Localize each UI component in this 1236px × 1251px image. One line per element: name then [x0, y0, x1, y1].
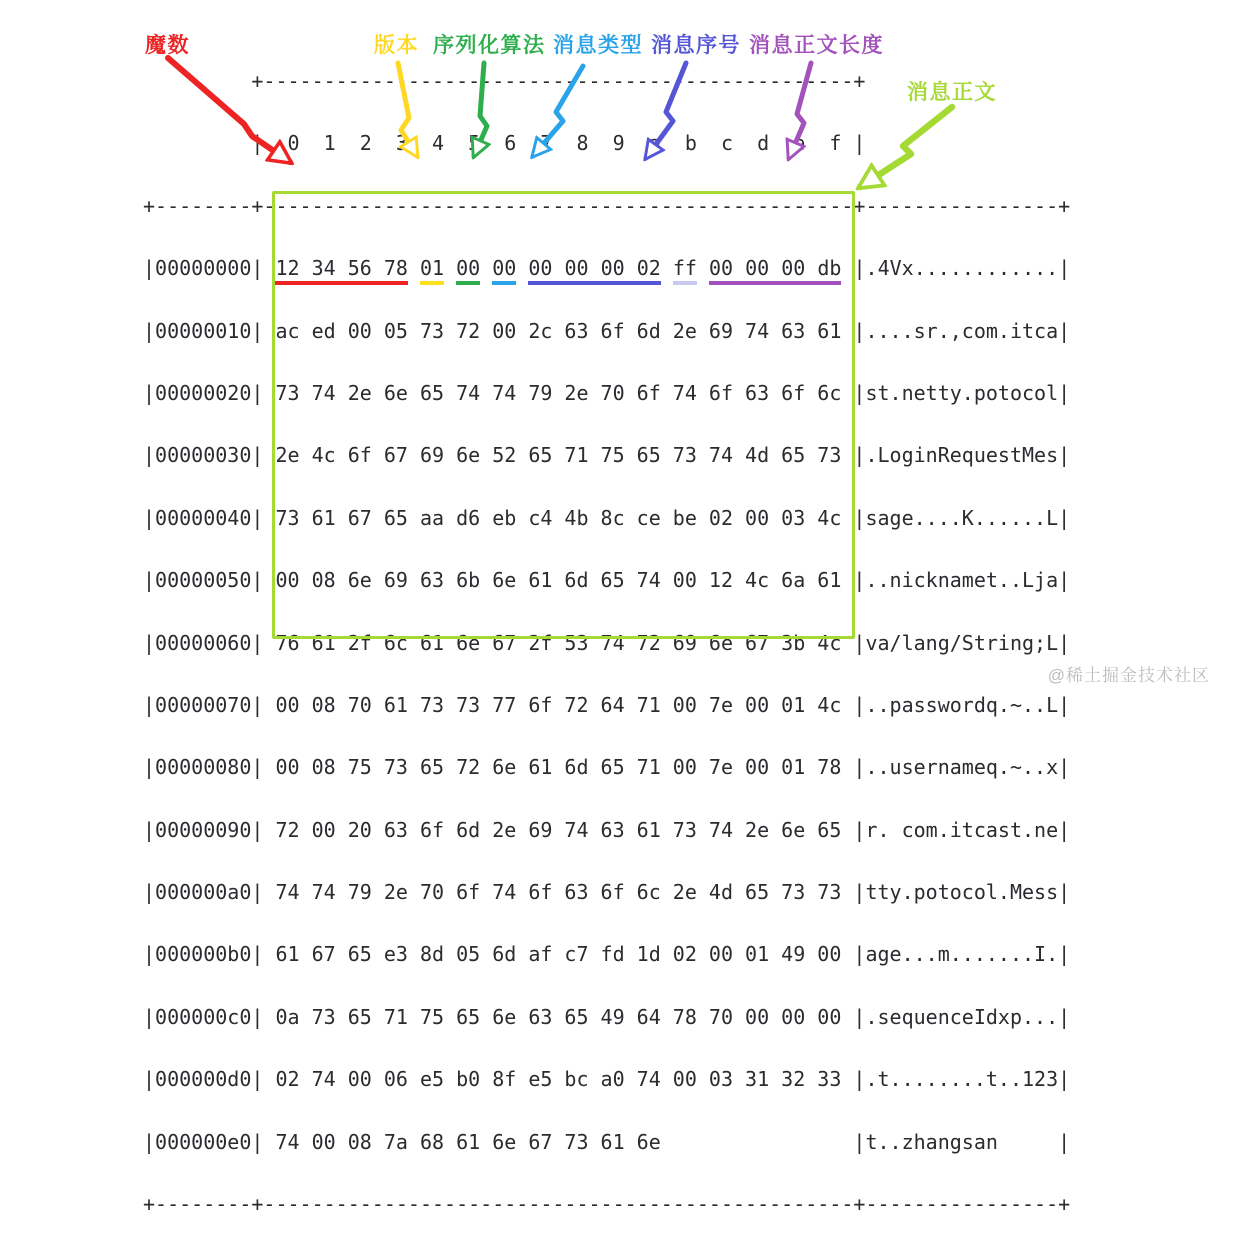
- row0-offset: |00000000|: [143, 256, 276, 281]
- message-body-outline: [272, 191, 855, 639]
- hex-row: |00000080| 00 08 75 73 65 72 6e 61 6d 65 71 00 7e 00 01 78 |..usernameq.~..x|: [143, 755, 1071, 780]
- body-length-bytes: 00 00 00 db: [709, 256, 841, 285]
- label-magic-number: 魔数: [145, 34, 190, 57]
- label-message-type: 消息类型: [553, 34, 643, 57]
- hex-row: |00000040| 73 61 67 65 aa d6 eb c4 4b 8c ce be 02 00 03 4c |sage....K......L|: [143, 505, 1071, 530]
- label-body-length: 消息正文长度: [749, 34, 884, 57]
- hexdump-separator: +--------+-------------------------------------------------+----------------+: [143, 193, 1071, 218]
- magic-number-bytes: 12 34 56 78: [275, 256, 407, 285]
- hexdump-column-header: | 0 1 2 3 4 5 6 7 8 9 a b c d e f |: [143, 131, 866, 156]
- watermark: @稀土掘金技术社区: [1047, 666, 1210, 685]
- version-byte: 01: [420, 256, 444, 285]
- hex-row: |00000020| 73 74 2e 6e 65 74 74 79 2e 70 6f 74 6f 63 6f 6c |st.netty.potocol|: [143, 380, 1071, 405]
- filler-byte: ff: [673, 256, 697, 285]
- hex-row: |00000060| 76 61 2f 6c 61 6e 67 2f 53 74 72 69 6e 67 3b 4c |va/lang/String;L|: [143, 630, 1071, 655]
- hex-row: |00000070| 00 08 70 61 73 73 77 6f 72 64 71 00 7e 00 01 4c |..passwordq.~..L|: [143, 692, 1071, 717]
- hexdump-bottom-border: +--------+-------------------------------------------------+----------------+: [143, 1192, 1071, 1217]
- hex-row: |00000030| 2e 4c 6f 67 69 6e 52 65 71 75 65 73 74 4d 65 73 |.LoginRequestMes|: [143, 443, 1071, 468]
- hex-row: |000000b0| 61 67 65 e3 8d 05 6d af c7 fd 1d 02 00 01 49 00 |age...m.......I.|: [143, 942, 1071, 967]
- hex-row: |00000090| 72 00 20 63 6f 6d 2e 69 74 63 61 73 74 2e 6e 65 |r. com.itcast.ne|: [143, 817, 1071, 842]
- serializer-byte: 00: [456, 256, 480, 285]
- hex-row: |000000a0| 74 74 79 2e 70 6f 74 6f 63 6f 6c 2e 4d 65 73 73 |tty.potocol.Mess|: [143, 880, 1071, 905]
- sequence-id-bytes: 00 00 00 02: [528, 256, 660, 285]
- label-message-body: 消息正文: [907, 81, 997, 104]
- hex-row: |00000050| 00 08 6e 69 63 6b 6e 61 6d 65 74 00 12 4c 6a 61 |..nicknamet..Lja|: [143, 568, 1071, 593]
- label-version: 版本: [374, 34, 419, 57]
- label-sequence-id: 消息序号: [651, 34, 741, 57]
- label-serializer: 序列化算法: [433, 34, 546, 57]
- hexdump-top-border: +-------------------------------------------------+: [143, 69, 866, 93]
- row0-ascii: |.4Vx............|: [841, 256, 1071, 281]
- hex-row: |000000c0| 0a 73 65 71 75 65 6e 63 65 49 64 78 70 00 00 00 |.sequenceIdxp...|: [143, 1004, 1071, 1029]
- hex-row: |000000d0| 02 74 00 06 e5 b0 8f e5 bc a0 74 00 03 31 32 33 |.t........t..123|: [143, 1067, 1071, 1092]
- message-type-byte: 00: [492, 256, 516, 285]
- hex-row: |00000010| ac ed 00 05 73 72 00 2c 63 6f 6d 2e 69 74 63 61 |....sr.,com.itca|: [143, 318, 1071, 343]
- hex-row: |000000e0| 74 00 08 7a 68 61 6e 67 73 61 6e |t..zhangsan |: [143, 1129, 1071, 1154]
